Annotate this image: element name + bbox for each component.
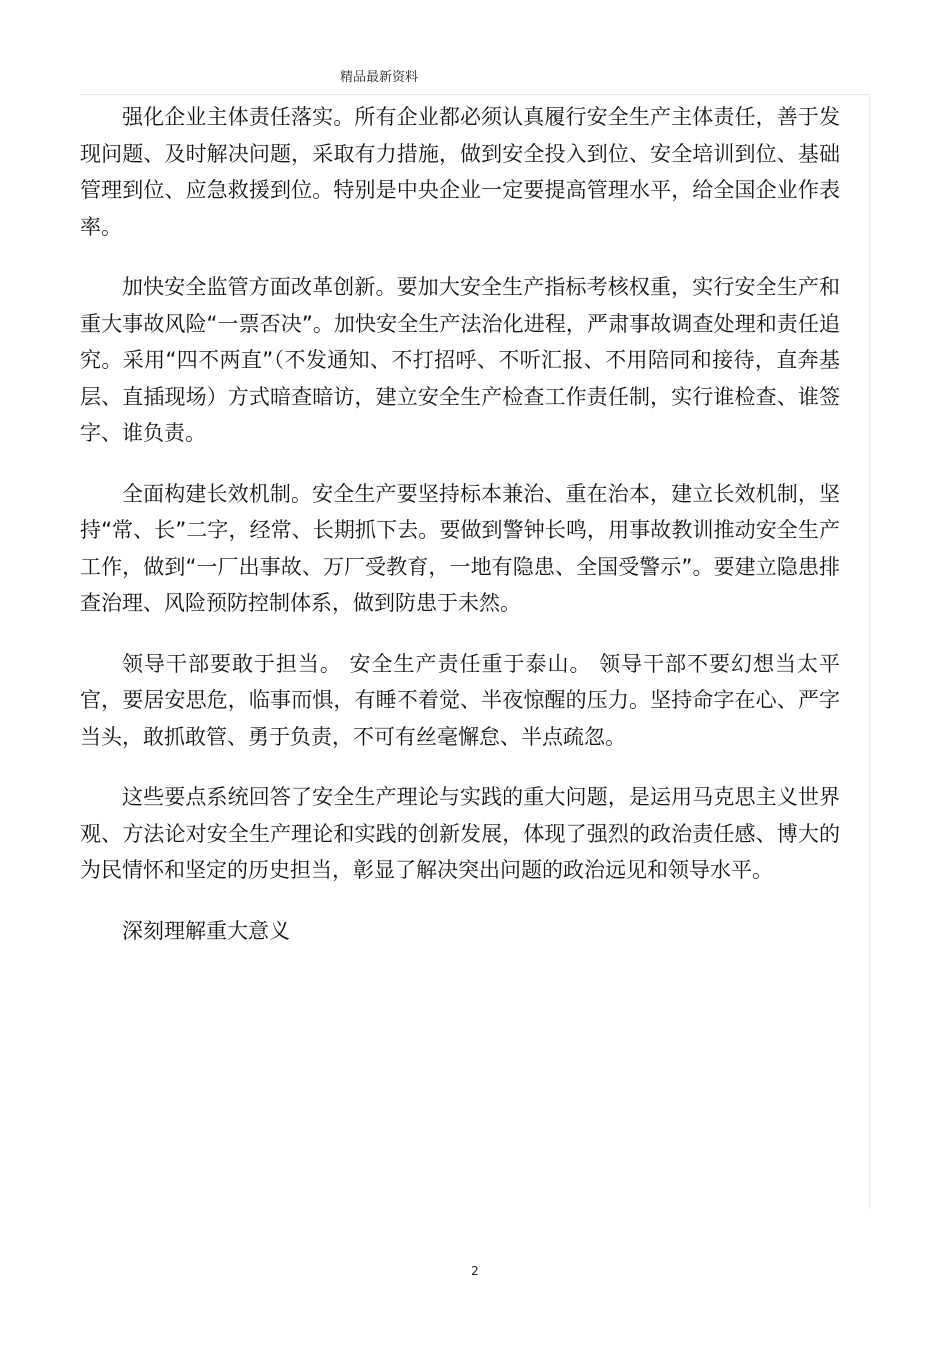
document-body bbox=[80, 99, 840, 949]
paragraph-leadership-responsibility: 领导干部要敢于担当。 安全生产责任重于泰山。 领导干部不要幻想当太平官，要居安思危，临事而惧，有睡不着觉、半夜惊醒的压力。坚持命字在心、严字当头，敢抓敢管、勇于负责，不可有丝毫懈怠、半点疏忽。 bbox=[80, 651, 840, 749]
paragraph-long-term-mechanism: 全面构建长效机制。安全生产要坚持标本兼治、重在治本，建立长效机制，坚持“常、长”二字，经常、长期抓下去。要做到警钟长鸣，用事故教训推动安全生产工作，做到“一厂出事故、万厂受教育，一地有隐患、全国受警示”。要建立隐患排查治理、风险预防控制体系，做到防患于未然。 bbox=[80, 481, 840, 615]
paragraph-supervision-reform: 加快安全监管方面改革创新。要加大安全生产指标考核权重，实行安全生产和重大事故风险“一票否决”。加快安全生产法治化进程，严肃事故调查处理和责任追究。采用“四不两直”（不发通知、不打招呼、不听汇报、不用陪同和接待，直奔基层、直插现场）方式暗查暗访，建立安全生产检查工作责任制，实行谁检查、谁签字、谁负责。 bbox=[80, 275, 840, 445]
section-heading: 深刻理解重大意义 bbox=[122, 918, 290, 943]
page-number: 2 bbox=[471, 1264, 479, 1278]
right-margin-rule bbox=[869, 96, 870, 1210]
page-header: 精品最新资料 bbox=[340, 70, 419, 85]
paragraph-summary: 这些要点系统回答了安全生产理论与实践的重大问题，是运用马克思主义世界观、方法论对安全生产理论和实践的创新发展，体现了强烈的政治责任感、博大的为民情怀和坚定的历史担当，彰显了解决突出问题的政治远见和领导水平。 bbox=[80, 785, 840, 882]
header-divider bbox=[80, 94, 870, 95]
paragraph-enterprise-responsibility: 强化企业主体责任落实。所有企业都必须认真履行安全生产主体责任，善于发现问题、及时解决问题，采取有力措施，做到安全投入到位、安全培训到位、基础管理到位、应急救援到位。特别是中央企业一定要提高管理水平，给全国企业作表率。 bbox=[80, 105, 840, 239]
